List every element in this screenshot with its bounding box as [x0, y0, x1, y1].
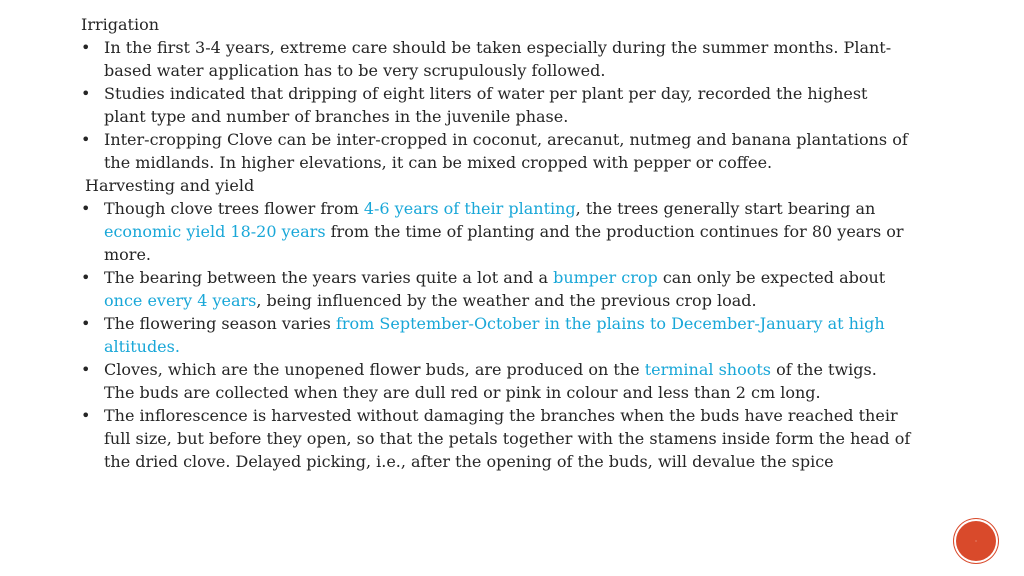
bullet-item — [81, 82, 911, 128]
bullet-glyph: • — [81, 84, 91, 103]
irrigation-heading: Irrigation — [81, 15, 159, 34]
bullet-item — [81, 197, 911, 266]
bullet-text: , the trees generally start bearing an — [575, 199, 876, 218]
bullet-text: , being influenced by the weather and the previous crop load. — [256, 291, 757, 310]
irrigation-list — [81, 36, 911, 174]
slide-number-badge — [956, 521, 996, 561]
bullet-text: Cloves, which are the unopened flower buds, are produced on the — [104, 360, 645, 379]
bullet-item — [81, 36, 911, 82]
bullet-text: The inflorescence is harvested without damaging the branches when the buds have reached their full size, but before they open, so that the petals together with the stamens inside form the head of the dried clove. Delayed picking, i.e., after the opening of the buds, will devalue the spice — [104, 406, 911, 471]
bullet-text: The flowering season varies — [104, 314, 336, 333]
harvesting-heading: Harvesting and yield — [85, 176, 255, 195]
bullet-text: The bearing between the years varies quite a lot and a — [104, 268, 554, 287]
bullet-glyph: • — [81, 130, 91, 149]
bullet-text: Studies indicated that dripping of eight liters of water per plant per day, recorded the highest plant type and number of branches in the juvenile phase. — [104, 84, 868, 126]
bullet-glyph: • — [81, 406, 91, 425]
bullet-text: Though clove trees flower from — [104, 199, 364, 218]
bullet-glyph: • — [81, 360, 91, 379]
highlighted-text: from September-October in the plains to December-January at high altitudes. — [104, 314, 885, 356]
highlighted-text: terminal shoots — [644, 360, 772, 379]
highlighted-text: bumper crop — [553, 268, 658, 287]
bullet-glyph: • — [81, 38, 91, 57]
slide-number-text: · — [974, 536, 978, 546]
bullet-item — [81, 312, 911, 358]
slide-body — [81, 13, 911, 473]
bullet-glyph: • — [81, 314, 91, 333]
highlighted-text: once every 4 years — [104, 291, 257, 310]
highlighted-text: 4-6 years of their planting — [363, 199, 576, 218]
bullet-item — [81, 358, 911, 404]
bullet-item — [81, 266, 911, 312]
bullet-text: can only be expected about — [657, 268, 886, 287]
bullet-glyph: • — [81, 268, 91, 287]
bullet-item — [81, 128, 911, 174]
bullet-text: from the time of planting and the production continues for 80 years or more. — [104, 222, 904, 264]
bullet-text: In the first 3-4 years, extreme care should be taken especially during the summer months. Plant-based water application has to be very scrupulously followed. — [104, 38, 892, 80]
highlighted-text: economic yield 18-20 years — [104, 222, 326, 241]
bullet-text: of the twigs. The buds are collected when they are dull red or pink in colour and less than 2 cm long. — [104, 360, 877, 402]
bullet-item — [81, 404, 911, 473]
bullet-text: Inter-cropping Clove can be inter-cropped in coconut, arecanut, nutmeg and banana plantations of the midlands. In higher elevations, it can be mixed cropped with pepper or coffee. — [104, 130, 908, 172]
bullet-glyph: • — [81, 199, 91, 218]
harvesting-list — [81, 197, 911, 473]
